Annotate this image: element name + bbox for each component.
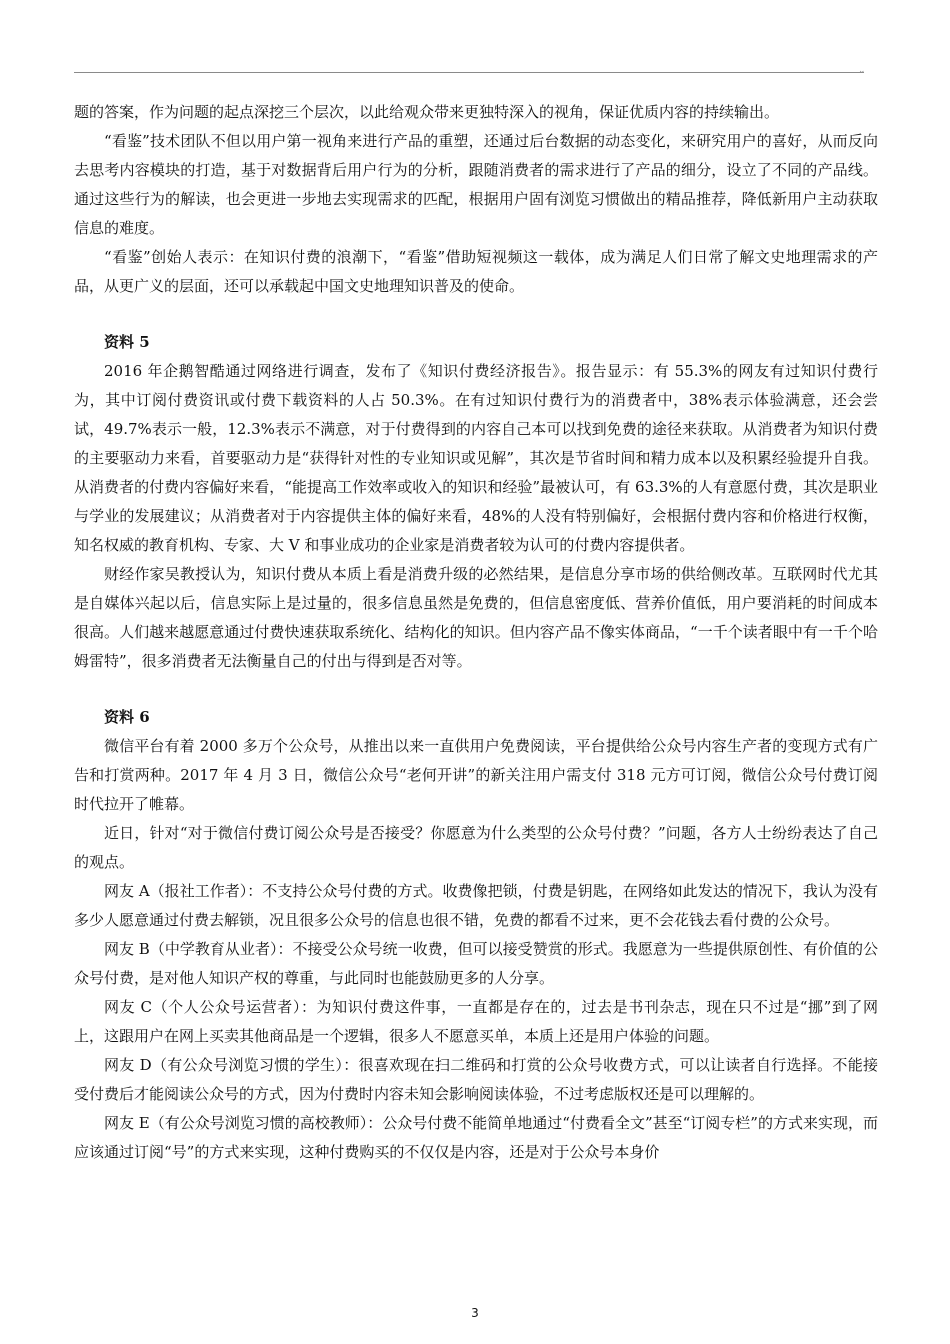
section-spacer — [74, 676, 878, 703]
paragraph: 近日，针对“对于微信付费订阅公众号是否接受？你愿意为什么类型的公众号付费？”问题，各方人士纷纷表达了自己的观点。 — [74, 824, 878, 871]
header-rule — [74, 72, 864, 73]
section-spacer — [74, 301, 878, 328]
paragraph: 2016 年企鹅智酷通过网络进行调查，发布了《知识付费经济报告》。报告显示：有 55.3%的网友有过知识付费行为，其中订阅付费资讯或付费下载资料的人占 50.3%。在有过知识付费行为的消费者中，38%表示体验满意，还会尝试，49.7%表示一般，12.3%表示不满意，对于付费得到的内容自己本可以找到免费的途径来获取。从消费者为知识付费的主要驱动力来看，首要驱动力是“获得针对性的专业知识或见解”，其次是节省时间和精力成本以及积累经验提升自我。从消费者的付费内容偏好来看，“能提高工作效率或收入的知识和经验”最被认可，有 63.3%的人有意愿付费，其次是职业与学业的发展建议；从消费者对于内容提供主体的偏好来看，48%的人没有特别偏好，会根据付费内容和价格进行权衡，知名权威的教育机构、专家、大 V 和事业成功的企业家是消费者较为认可的付费内容提供者。 — [74, 362, 878, 554]
paragraph: “看鉴”创始人表示：在知识付费的浪潮下，“看鉴”借助短视频这一载体，成为满足人们日常了解文史地理需求的产品，从更广义的层面，还可以承载起中国文史地理知识普及的使命。 — [74, 248, 878, 295]
section-heading: 资料 5 — [104, 333, 150, 351]
paragraph: 网友 E（有公众号浏览习惯的高校教师）：公众号付费不能简单地通过“付费看全文”甚至“订阅专栏”的方式来实现，而应该通过订阅“号”的方式来实现，这种付费购买的不仅仅是内容，还是对于公众号本身价 — [74, 1114, 878, 1161]
paragraph: 题的答案，作为问题的起点深挖三个层次，以此给观众带来更独特深入的视角，保证优质内容的持续输出。 — [74, 103, 780, 121]
section-heading: 资料 6 — [104, 708, 150, 726]
paragraph: 网友 A（报社工作者）：不支持公众号付费的方式。收费像把锁，付费是钥匙，在网络如此发达的情况下，我认为没有多少人愿意通过付费去解锁，况且很多公众号的信息也很不错，免费的都看不过来，更不会花钱去看付费的公众号。 — [74, 882, 878, 929]
paragraph: 网友 B（中学教育从业者）：不接受公众号统一收费，但可以接受赞赏的形式。我愿意为一些提供原创性、有价值的公众号付费，是对他人知识产权的尊重，与此同时也能鼓励更多的人分享。 — [74, 940, 878, 987]
header-mark: ⌄ — [858, 66, 866, 76]
page-number: 3 — [471, 1306, 479, 1320]
paragraph: 财经作家吴教授认为，知识付费从本质上看是消费升级的必然结果，是信息分享市场的供给侧改革。互联网时代尤其是自媒体兴起以后，信息实际上是过量的，很多信息虽然是免费的，但信息密度低、营养价值低，用户要消耗的时间成本很高。人们越来越愿意通过付费快速获取系统化、结构化的知识。但内容产品不像实体商品，“一千个读者眼中有一千个哈姆雷特”，很多消费者无法衡量自己的付出与得到是否对等。 — [74, 565, 878, 670]
document-body — [74, 98, 878, 1167]
paragraph: 微信平台有着 2000 多万个公众号，从推出以来一直供用户免费阅读，平台提供给公众号内容生产者的变现方式有广告和打赏两种。2017 年 4 月 3 日，微信公众号“老何开讲”的新关注用户需支付 318 元方可订阅，微信公众号付费订阅时代拉开了帷幕。 — [74, 737, 878, 813]
paragraph: “看鉴”技术团队不但以用户第一视角来进行产品的重塑，还通过后台数据的动态变化，来研究用户的喜好，从而反向去思考内容模块的打造，基于对数据背后用户行为的分析，跟随消费者的需求进行了产品的细分，设立了不同的产品线。通过这些行为的解读，也会更进一步地去实现需求的匹配，根据用户固有浏览习惯做出的精品推荐，降低新用户主动获取信息的难度。 — [74, 132, 878, 237]
paragraph: 网友 C（个人公众号运营者）：为知识付费这件事，一直都是存在的，过去是书刊杂志，现在只不过是“挪”到了网上，这跟用户在网上买卖其他商品是一个逻辑，很多人不愿意买单，本质上还是用户体验的问题。 — [74, 998, 878, 1045]
paragraph: 网友 D（有公众号浏览习惯的学生）：很喜欢现在扫二维码和打赏的公众号收费方式，可以让读者自行选择。不能接受付费后才能阅读公众号的方式，因为付费时内容未知会影响阅读体验，不过考虑版权还是可以理解的。 — [74, 1056, 878, 1103]
